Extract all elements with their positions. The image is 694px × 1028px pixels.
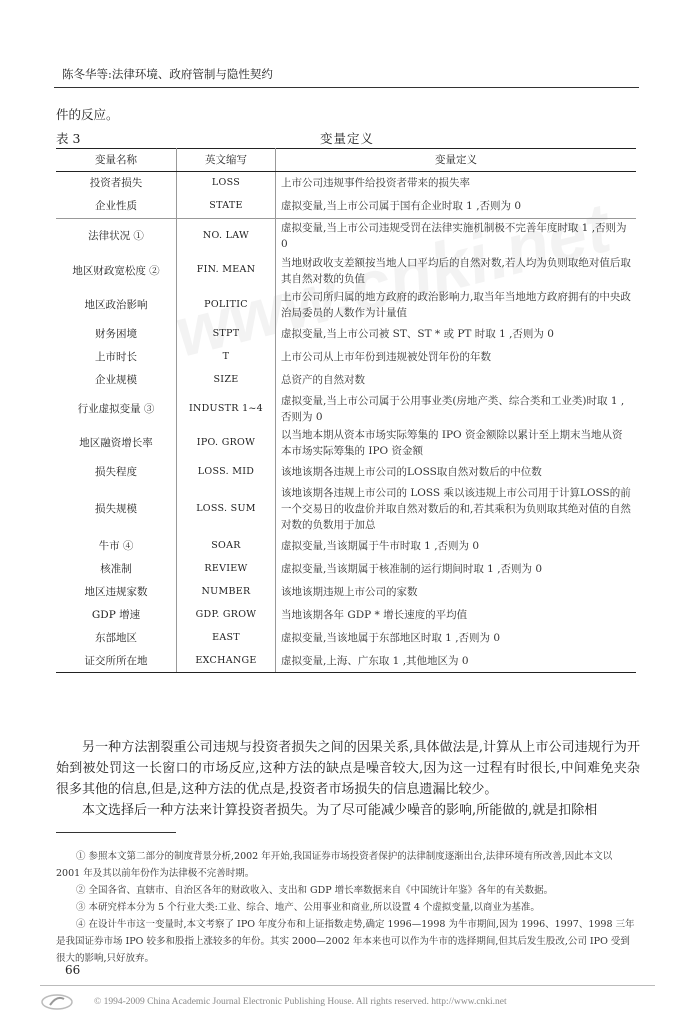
variable-definition-cell: 上市公司违规事件给投资者带来的损失率	[281, 177, 470, 190]
table-title: 变量定义	[320, 131, 375, 146]
column-header-abbr: 英文缩写	[177, 149, 276, 172]
table-row	[56, 603, 636, 626]
column-header-name: 变量名称	[56, 149, 177, 172]
variable-name-cell: 投资者损失	[56, 172, 177, 196]
variable-definition-cell: 虚拟变量,当该期属于核准制的运行期间时取 1 ,否则为 0	[281, 562, 543, 575]
variable-definition-cell: 虚拟变量,当该期属于牛市时取 1 ,否则为 0	[281, 539, 480, 552]
footnote-1: ① 参照本文第二部分的制度背景分析,2002 年开始,我国证券市场投资者保护的法律制度逐渐出台,法律环境有所改善,因此本文以 2001 年及其以前年份作为法律极不完善时期。	[56, 851, 613, 879]
variable-definition-cell: 该地该期各违规上市公司的LOSS取自然对数后的中位数	[281, 466, 542, 479]
variable-definition-cell: 当地财政收支差额按当地人口平均后的自然对数,若人均为负则取绝对值后取其自然对数的负值	[281, 256, 631, 285]
body-paragraph-1: 另一种方法割裂重公司违规与投资者损失之间的因果关系,具体做法是,计算从上市公司违规行为开始到被处罚这一长窗口的市场反应,这种方法的缺点是噪音较大,因为这一过程有时很长,中间难免夹杂很多其他的信息,但是,这种方法的优点是,投资者市场损失的信息遗漏比较少。	[56, 740, 640, 797]
variable-abbr-cell: STATE	[177, 195, 276, 219]
variable-name-cell: 核准制	[56, 557, 177, 580]
variable-name-cell: 地区违规家数	[56, 580, 177, 603]
table-row	[56, 195, 636, 219]
table-row	[56, 557, 636, 580]
table-row	[56, 323, 636, 346]
variable-name-cell: 上市时长	[56, 346, 177, 369]
variable-abbr-cell: EXCHANGE	[177, 649, 276, 673]
variable-abbr-cell: LOSS. MID	[177, 461, 276, 484]
footer-copyright: © 1994-2009 China Academic Journal Electronic Publishing House. All rights reserved. http://www.cnki.net	[94, 997, 507, 1007]
variable-abbr-cell: IPO. GROW	[177, 426, 276, 461]
variable-definition-cell: 虚拟变量,当该地属于东部地区时取 1 ,否则为 0	[281, 631, 501, 644]
header-divider	[54, 87, 639, 88]
variable-abbr-cell: GDP. GROW	[177, 603, 276, 626]
body-paragraph-2: 本文选择后一种方法来计算投资者损失。为了尽可能减少噪音的影响,所能做的,就是扣除相	[82, 803, 598, 818]
footnote-2: ② 全国各省、直辖市、自治区各年的财政收入、支出和 GDP 增长率数据来自《中国统计年鉴》各年的有关数据。	[76, 885, 554, 896]
table-row	[56, 484, 636, 535]
table-row	[56, 649, 636, 673]
table-label: 表 3	[56, 131, 81, 146]
table-row	[56, 254, 636, 289]
variable-definition-cell: 虚拟变量,当上市公司属于国有企业时取 1 ,否则为 0	[276, 195, 637, 219]
intro-text: 件的反应。	[56, 107, 119, 122]
footnotes	[56, 848, 638, 967]
variable-name-cell: 牛市 ④	[56, 534, 177, 557]
variable-definition-cell: 该地该期各违规上市公司的 LOSS 乘以该违规上市公司用于计算LOSS的前一个交易日的收盘价并取自然对数后的和,若其乘积为负则取其绝对值的自然对数的负数用于加总	[281, 486, 631, 532]
variable-name-cell: 法律状况 ①	[56, 219, 177, 254]
table-row	[56, 534, 636, 557]
publisher-logo-icon	[40, 993, 74, 1011]
table-row	[56, 288, 636, 323]
footer-divider	[40, 985, 655, 986]
variable-definition-cell: 上市公司所归属的地方政府的政治影响力,取当年当地地方政府拥有的中央政治局委员的人数作为计量值	[281, 291, 631, 320]
footnote-divider	[56, 832, 176, 833]
variable-abbr-cell: SOAR	[177, 534, 276, 557]
variable-abbr-cell: SIZE	[177, 369, 276, 392]
variable-definition-table	[56, 148, 636, 673]
footnote-4: ④ 在设计牛市这一变量时,本文考察了 IPO 年度分布和上证指数走势,确定 1996—1998 为牛市期间,因为 1996、1997、1998 三年是我国证券市场 IPO 较多和股指上涨较多的年份。其实 2000—2002 年本来也可以作为牛市的选择期间,但其后发生股改,公司 IPO 受到很大的影响,只好放弃。	[56, 919, 635, 964]
variable-abbr-cell: FIN. MEAN	[177, 254, 276, 289]
running-header: 陈冬华等:法律环境、政府管制与隐性契约	[62, 67, 273, 81]
footnote-3: ③ 本研究样本分为 5 个行业大类:工业、综合、地产、公用事业和商业,所以设置 4 个虚拟变量,以商业为基准。	[76, 902, 540, 913]
table-row	[56, 172, 636, 196]
variable-abbr-cell: INDUSTR 1~4	[177, 392, 276, 427]
variable-abbr-cell: STPT	[177, 323, 276, 346]
variable-definition-cell: 当地该期各年 GDP * 增长速度的平均值	[281, 608, 468, 621]
variable-definition-cell: 虚拟变量,当上市公司被 ST、ST * 或 PT 时取 1 ,否则为 0	[281, 327, 554, 340]
table-row	[56, 426, 636, 461]
variable-abbr-cell: LOSS. SUM	[177, 484, 276, 535]
variable-name-cell: 证交所所在地	[56, 649, 177, 673]
table-row	[56, 392, 636, 427]
table-row	[56, 461, 636, 484]
table-row	[56, 346, 636, 369]
variable-abbr-cell: T	[177, 346, 276, 369]
page-number: 66	[65, 963, 81, 977]
table-row	[56, 369, 636, 392]
variable-name-cell: 行业虚拟变量 ③	[56, 392, 177, 427]
variable-abbr-cell: NO. LAW	[177, 219, 276, 254]
variable-name-cell: 东部地区	[56, 626, 177, 649]
variable-definition-cell: 上市公司从上市年份到违规被处罚年份的年数	[281, 350, 491, 363]
column-header-definition: 变量定义	[276, 149, 637, 172]
variable-name-cell: 企业性质	[56, 195, 177, 219]
variable-name-cell: 地区融资增长率	[56, 426, 177, 461]
variable-definition-cell: 该地该期违规上市公司的家数	[281, 585, 418, 598]
variable-definition-cell: 虚拟变量,当上市公司违规受罚在法律实施机制极不完善年度时取 1 ,否则为 0	[281, 222, 627, 251]
variable-definition-cell: 虚拟变量,上海、广东取 1 ,其他地区为 0	[276, 649, 637, 673]
variable-abbr-cell: EAST	[177, 626, 276, 649]
variable-name-cell: 企业规模	[56, 369, 177, 392]
table-body	[56, 172, 636, 673]
variable-name-cell: 损失程度	[56, 461, 177, 484]
variable-definition-cell: 虚拟变量,当上市公司属于公用事业类(房地产类、综合类和工业类)时取 1 ,否则为 0	[281, 394, 625, 423]
variable-name-cell: 地区政治影响	[56, 288, 177, 323]
variable-name-cell: GDP 增速	[56, 603, 177, 626]
variable-abbr-cell: POLITIC	[177, 288, 276, 323]
variable-name-cell: 财务困境	[56, 323, 177, 346]
table-header-row	[56, 149, 636, 172]
variable-definition-cell: 以当地本期从资本市场实际筹集的 IPO 资金额除以累计至上期末当地从资本市场实际筹集的 IPO 资金额	[281, 429, 623, 458]
variable-name-cell: 损失规模	[56, 484, 177, 535]
table-row	[56, 219, 636, 254]
variable-name-cell: 地区财政宽松度 ②	[56, 254, 177, 289]
table-row	[56, 580, 636, 603]
table-row	[56, 626, 636, 649]
variable-definition-cell: 总资产的自然对数	[281, 373, 365, 386]
variable-abbr-cell: NUMBER	[177, 580, 276, 603]
variable-abbr-cell: REVIEW	[177, 557, 276, 580]
variable-abbr-cell: LOSS	[177, 172, 276, 196]
